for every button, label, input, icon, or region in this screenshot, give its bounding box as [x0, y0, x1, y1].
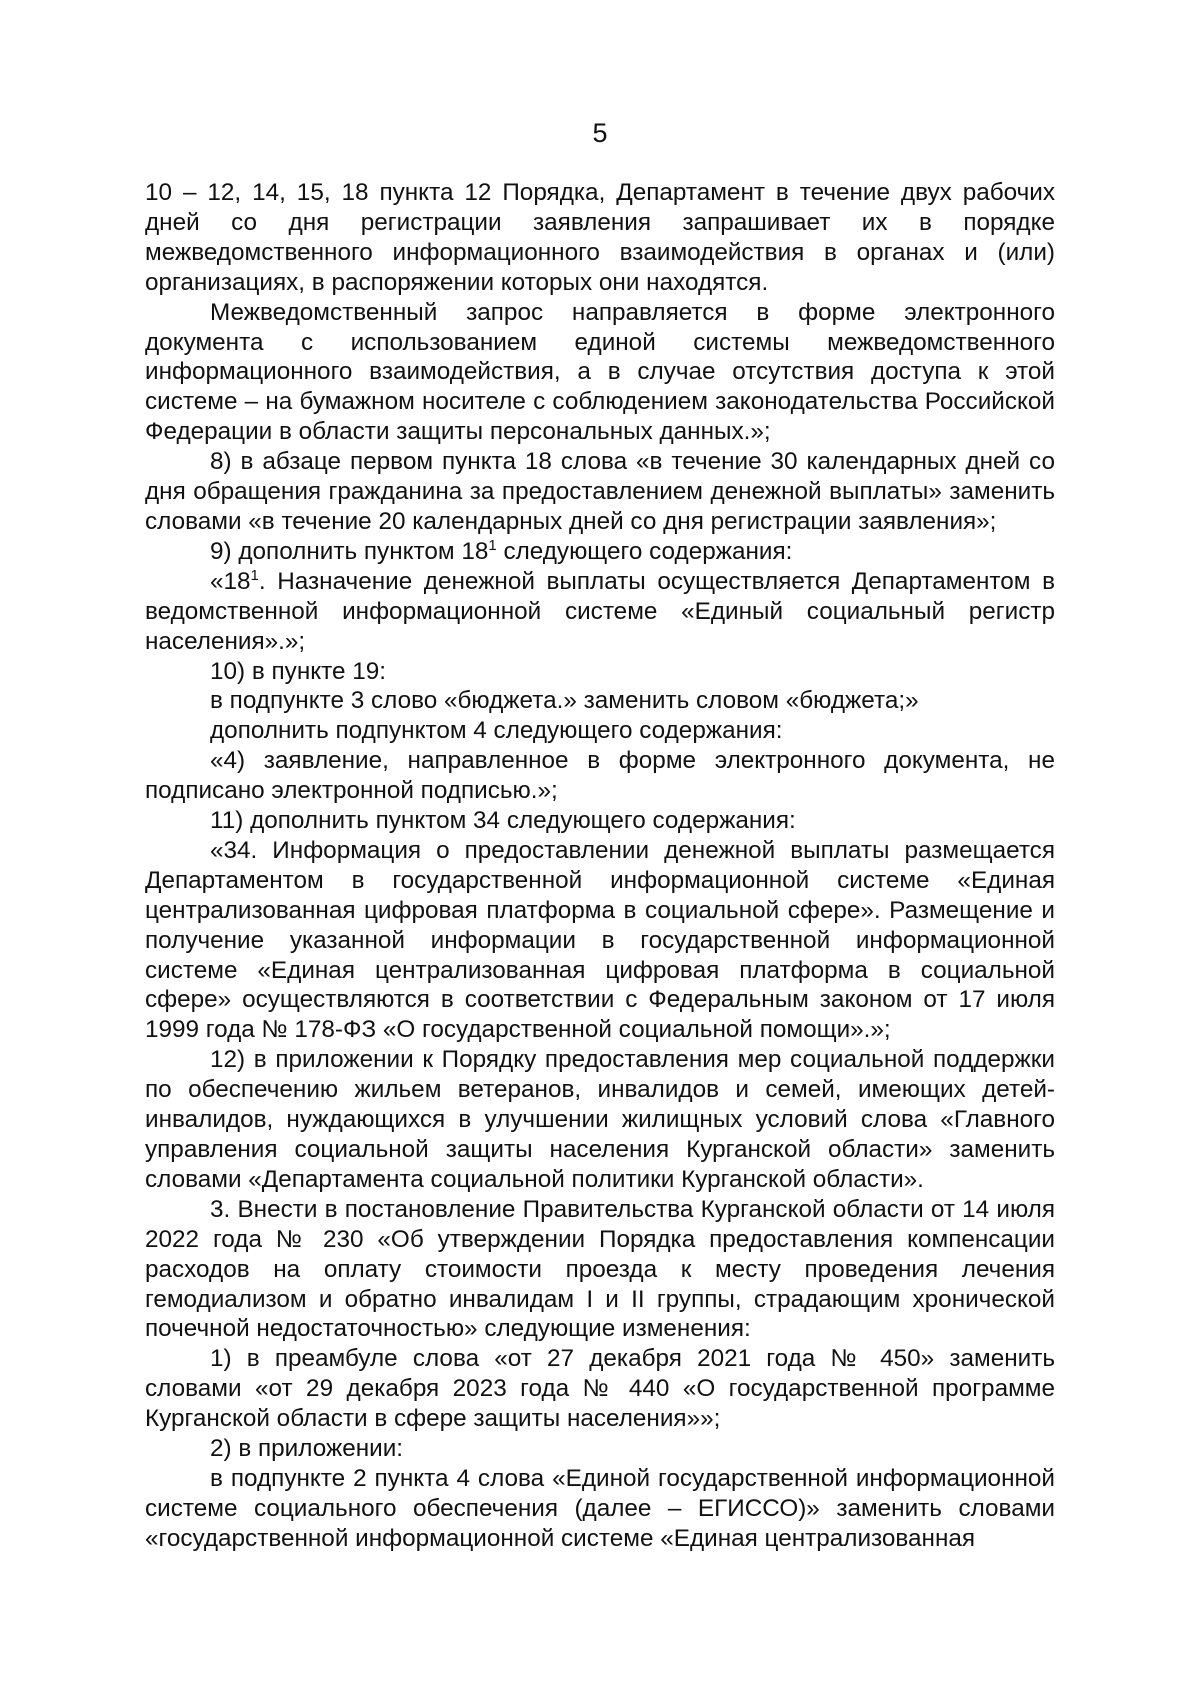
- superscript: 1: [250, 566, 259, 584]
- paragraph: «4) заявление, направленное в форме электронного документа, не подписано электронной подписью.»;: [145, 747, 1055, 805]
- paragraph: 1) в преамбуле слова «от 27 декабря 2021 года № 450» заменить словами «от 29 декабря 2023 года № 440 «О государственной программе Курганской области в сфере защиты населения»»;: [145, 1345, 1055, 1433]
- paragraph: 9) дополнить пунктом $18^1$ следующего содержания:: [210, 536, 793, 565]
- paragraph: 10 – 12, 14, 15, 18 пункта 12 Порядка, Департамент в течение двух рабочих дней со дня регистрации заявления запрашивает их в порядке межведомственного информационного взаимодействия в органах и (или) организациях, в распоряжении которых они находятся.: [145, 179, 1055, 296]
- paragraph: «34. Информация о предоставлении денежной выплаты размещается Департаментом в государственной информационной системе «Единая централизованная цифровая платформа в социальной сфере». Размещение и получение указанной информации в государственной информационной системе «Единая централизованная цифровая платформа в социальной сфере» осуществляются в соответствии с Федеральным законом от 17 июля 1999 года № 178-ФЗ «О государственной социальной помощи».»;: [145, 836, 1055, 1044]
- paragraph: 2) в приложении:: [210, 1435, 404, 1463]
- paragraph: Межведомственный запрос направляется в форме электронного документа с использованием единой системы межведомственного информационного взаимодействия, а в случае отсутствия доступа к этой системе – на бумажном носителе с соблюдением законодательства Российской Федерации в области защиты персональных данных.»;: [145, 298, 1055, 446]
- paragraph: 3. Внести в постановление Правительства Курганской области от 14 июля 2022 года № 230 «Об утверждении Порядка предоставления компенсации расходов на оплату стоимости проезда к месту проведения лечения гемодиализом и обратно инвалидам I и II группы, страдающим хронической почечной недостаточностью» следующие изменения:: [145, 1195, 1055, 1343]
- paragraph: 10) в пункте 19:: [210, 657, 387, 685]
- paragraph: «$18^1$. Назначение денежной выплаты осуществляется Департаментом в ведомственной информационной системе «Единый социальный регистр населения».»;: [145, 566, 1055, 655]
- paragraph: в подпункте 3 слово «бюджета.» заменить словом «бюджета;»: [210, 687, 919, 715]
- document-body: [145, 178, 1055, 1554]
- superscript: 1: [488, 536, 497, 554]
- paragraph: 12) в приложении к Порядку предоставления мер социальной поддержки по обеспечению жильем ветеранов, инвалидов и семей, имеющих детей-инвалидов, нуждающихся в улучшении жилищных условий слова «Главного управления социальной защиты населения Курганской области» заменить словами «Департамента социальной политики Курганской области».: [145, 1046, 1055, 1193]
- paragraph: 8) в абзаце первом пункта 18 слова «в течение 30 календарных дней со дня обращения гражданина за предоставлением денежной выплаты» заменить словами «в течение 20 календарных дней со дня регистрации заявления»;: [145, 448, 1055, 535]
- page-number: 5: [592, 118, 608, 148]
- paragraph: дополнить подпунктом 4 следующего содержания:: [210, 717, 783, 745]
- paragraph: в подпункте 2 пункта 4 слова «Единой государственной информационной системе социального обеспечения (далее – ЕГИССО)» заменить словами «государственной информационной системе «Единая централизованная: [145, 1464, 1055, 1552]
- paragraph: 11) дополнить пунктом 34 следующего содержания:: [210, 807, 796, 835]
